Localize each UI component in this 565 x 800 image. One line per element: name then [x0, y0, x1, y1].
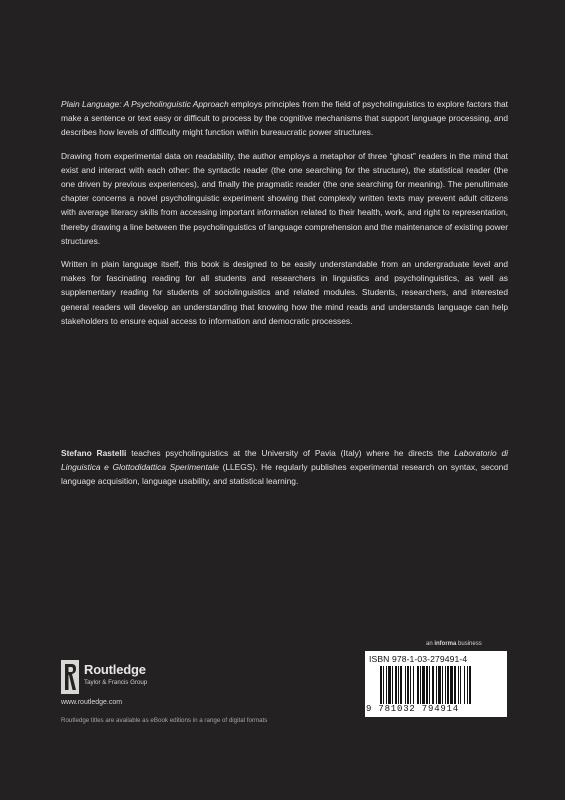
- barcode-stripe: [400, 666, 402, 704]
- publisher-logo: [61, 660, 181, 694]
- publisher-website: www.routledge.com: [61, 699, 123, 706]
- barcode-stripe: [432, 666, 434, 704]
- barcode-stripe: [429, 666, 430, 704]
- barcode-stripe: [469, 666, 471, 704]
- description-paragraph-3: Written in plain language itself, this book is designed to be easily understandable from an undergraduate level and makes for fascinating reading for all students and researchers in linguistics and psycholinguistics, as well as supplementary reading for students of sociolinguistics and related modules. Students, researchers, and interested general readers will develop an understanding that knowing how the mind reads and understands language can help stakeholders to ensure equal access to information and democratic processes.: [61, 259, 508, 326]
- barcode-stripe: [445, 666, 446, 704]
- isbn-text: ISBN 978-1-03-279491-4: [369, 654, 468, 664]
- barcode-stripe: [392, 666, 393, 704]
- barcode-stripe: [442, 666, 443, 704]
- barcode-stripe: [436, 666, 437, 704]
- author-bio: Stefano Rastelli teaches psycholinguistics at the University of Pavia (Italy) where he directs the Laboratorio di Linguistica e Glottodidattica Sperimentale (LLEGS). He regularly publishes experimental research on syntax, second language acquisition, language usability, and statistical learning.: [61, 448, 509, 487]
- author-name: Stefano Rastelli: [61, 448, 127, 458]
- barcode-stripe: [438, 666, 441, 704]
- isbn-barcode: [365, 651, 507, 717]
- barcode-stripe: [380, 666, 382, 704]
- barcode-stripe: [454, 666, 456, 704]
- routledge-logo-icon: [61, 660, 79, 694]
- publisher-tagline: Taylor & Francis Group: [84, 679, 148, 686]
- barcode-stripe: [386, 666, 387, 704]
- publisher-brand: Routledge: [84, 662, 146, 677]
- ebook-note: Routledge titles are available as eBook editions in a range of digital formats: [61, 717, 268, 724]
- barcode-stripe: [417, 666, 419, 704]
- book-description: [61, 97, 508, 337]
- barcode-stripe: [407, 666, 409, 704]
- barcode-stripe: [420, 666, 421, 704]
- informa-business: an informa business: [426, 641, 482, 647]
- barcode-bars: [379, 666, 505, 704]
- barcode-stripe: [422, 666, 425, 704]
- lab-name: Laboratorio di Linguistica e Glottodidattica Sperimentale: [61, 448, 509, 473]
- barcode-stripe: [464, 666, 465, 704]
- barcode-stripe: [447, 666, 449, 704]
- barcode-stripe: [395, 666, 397, 704]
- barcode-stripe: [426, 666, 428, 704]
- barcode-stripe: [458, 666, 459, 704]
- barcode-stripe: [450, 666, 453, 704]
- barcode-stripe: [398, 666, 399, 704]
- barcode-stripe: [410, 666, 411, 704]
- barcode-stripe: [388, 666, 391, 704]
- barcode-stripe: [405, 666, 406, 704]
- barcode-stripe: [383, 666, 384, 704]
- barcode-stripe: [467, 666, 468, 704]
- barcode-stripe: [413, 666, 414, 704]
- book-title: Plain Language: A Psycholinguistic Approach: [61, 99, 229, 109]
- description-paragraph-1: Plain Language: A Psycholinguistic Approach employs principles from the field of psycholinguistics to explore factors that make a sentence or text easy or difficult to process by the cognitive mechanisms that support language processing, and describes how levels of difficulty might function within bureaucratic power structures.: [61, 99, 509, 138]
- barcode-stripe: [460, 666, 461, 704]
- barcode-digits: 9 781032 794914: [366, 704, 460, 714]
- description-paragraph-2: Drawing from experimental data on readability, the author employs a metaphor of three “ghost” readers in the mind that exist and interact with each other: the syntactic reader (the one searching for the structure), the statistical reader (the one driven by previous experiences), and finally the pragmatic reader (the one searching for meaning). The penultimate chapter concerns a novel psycholinguistic experiment showing that complexly written texts may prevent adult citizens with average literacy skills from accessing important information related to their health, work, and right to representation, thereby drawing a line between the psycholinguistics of language comprehension and the maintenance of existing power structures.: [61, 150, 508, 246]
